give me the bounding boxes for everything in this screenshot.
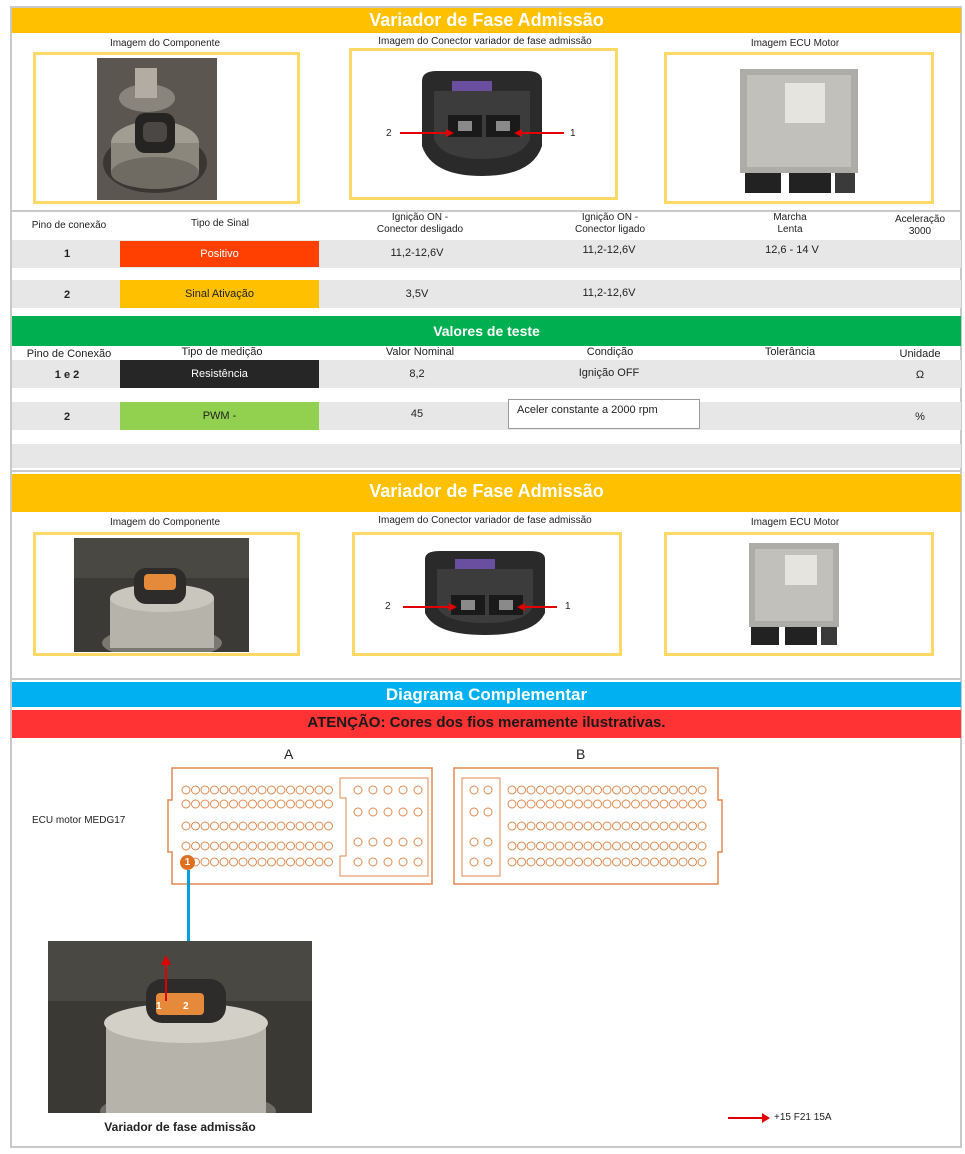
caption-connector: Imagem do Conector variador de fase admissão	[378, 515, 592, 526]
blank-row	[12, 444, 961, 468]
caption-ecu: Imagem ECU Motor	[750, 38, 840, 49]
row-condition: Aceler constante a 2000 rpm	[508, 399, 700, 429]
caption-connector: Imagem do Conector variador de fase admissão	[378, 36, 592, 47]
ecu-model-label: ECU motor MEDG17	[32, 815, 126, 826]
row-ign-on: 11,2-12,6V	[582, 244, 636, 256]
header-signal-type: Tipo de Sinal	[191, 218, 249, 229]
ecu-photo	[735, 65, 865, 197]
caption-component: Imagem do Componente	[109, 517, 221, 528]
connector-pin-label-right: 1	[570, 128, 576, 139]
section-title: Variador de Fase Admissão	[12, 8, 961, 33]
header-measure: Tipo de medição	[181, 346, 263, 358]
header-pin: Pino de conexão	[31, 220, 107, 231]
connector-pin-label-left: 2	[385, 601, 391, 612]
table-row	[12, 240, 961, 268]
row-pin: 2	[63, 289, 71, 301]
ecu-connector-a	[166, 766, 438, 890]
legend-arrow	[728, 1117, 764, 1119]
header-idle: Marcha Lenta	[773, 212, 807, 235]
row-ign-off: 3,5V	[405, 288, 429, 300]
header-condition: Condição	[586, 346, 634, 358]
warning-banner: ATENÇÃO: Cores dos fios meramente ilustrativas.	[12, 710, 961, 738]
row-unit: %	[915, 411, 925, 423]
connector-photo	[355, 535, 619, 653]
component-image-frame	[33, 532, 300, 656]
ecu-image-frame	[664, 532, 934, 656]
component-pin-1: 1	[156, 1001, 162, 1012]
connector-b-label: B	[576, 746, 586, 762]
row-condition: Ignição OFF	[578, 367, 640, 379]
caption-ecu: Imagem ECU Motor	[750, 517, 840, 528]
row-pin: 1	[63, 248, 71, 260]
table-row	[12, 402, 961, 430]
component-photo	[97, 58, 217, 200]
connector-a-label: A	[284, 746, 294, 762]
diagram-title: Diagrama Complementar	[12, 682, 961, 707]
header-nominal: Valor Nominal	[385, 346, 455, 358]
header-accel: Aceleração 3000	[894, 214, 946, 237]
row-nominal: 45	[410, 408, 424, 420]
header-pin: Pino de Conexão	[26, 348, 112, 360]
header-ign-on: Ignição ON - Conector ligado	[574, 212, 646, 235]
component-label: Variador de fase admissão	[104, 1120, 256, 1134]
row-pin: 2	[63, 411, 71, 423]
row-ign-off: 11,2-12,6V	[390, 247, 444, 259]
connector-pin-label-left: 2	[386, 128, 392, 139]
table-row	[12, 280, 961, 308]
connector-image-frame	[352, 532, 622, 656]
highlighted-ecu-pin: 1	[180, 855, 195, 870]
header-unit: Unidade	[899, 348, 941, 360]
ecu-image-frame	[664, 52, 934, 204]
component-photo	[74, 538, 249, 652]
component-diagram-photo	[48, 941, 312, 1113]
row-unit: Ω	[915, 369, 925, 381]
row-nominal: 8,2	[409, 368, 425, 380]
measure-type-badge: Resistência	[120, 360, 319, 388]
row-pin: 1 e 2	[54, 369, 80, 381]
header-ign-off: Ignição ON - Conector desligado	[376, 212, 464, 235]
header-tolerance: Tolerância	[764, 346, 816, 358]
row-ign-on: 11,2-12,6V	[582, 287, 636, 299]
test-values-title: Valores de teste	[12, 316, 961, 346]
connector-image-frame	[349, 48, 618, 200]
measure-type-badge: PWM -	[120, 402, 319, 430]
ecu-connector-b	[452, 766, 724, 890]
table-row	[12, 360, 961, 388]
section-title: Variador de Fase Admissão	[12, 474, 961, 512]
component-image-frame	[33, 52, 300, 204]
legend-arrow-head	[762, 1113, 770, 1123]
ecu-photo	[745, 541, 845, 653]
caption-component: Imagem do Componente	[109, 38, 221, 49]
row-idle: 12,6 - 14 V	[765, 244, 819, 256]
connector-pin-label-right: 1	[565, 601, 571, 612]
section-separator	[12, 470, 961, 472]
legend-text: +15 F21 15A	[774, 1112, 832, 1123]
component-pin-2: 2	[183, 1001, 189, 1012]
signal-type-badge: Positivo	[120, 241, 319, 267]
section-separator	[12, 678, 961, 680]
connector-photo	[352, 51, 615, 197]
signal-type-badge: Sinal Ativação	[120, 280, 319, 308]
